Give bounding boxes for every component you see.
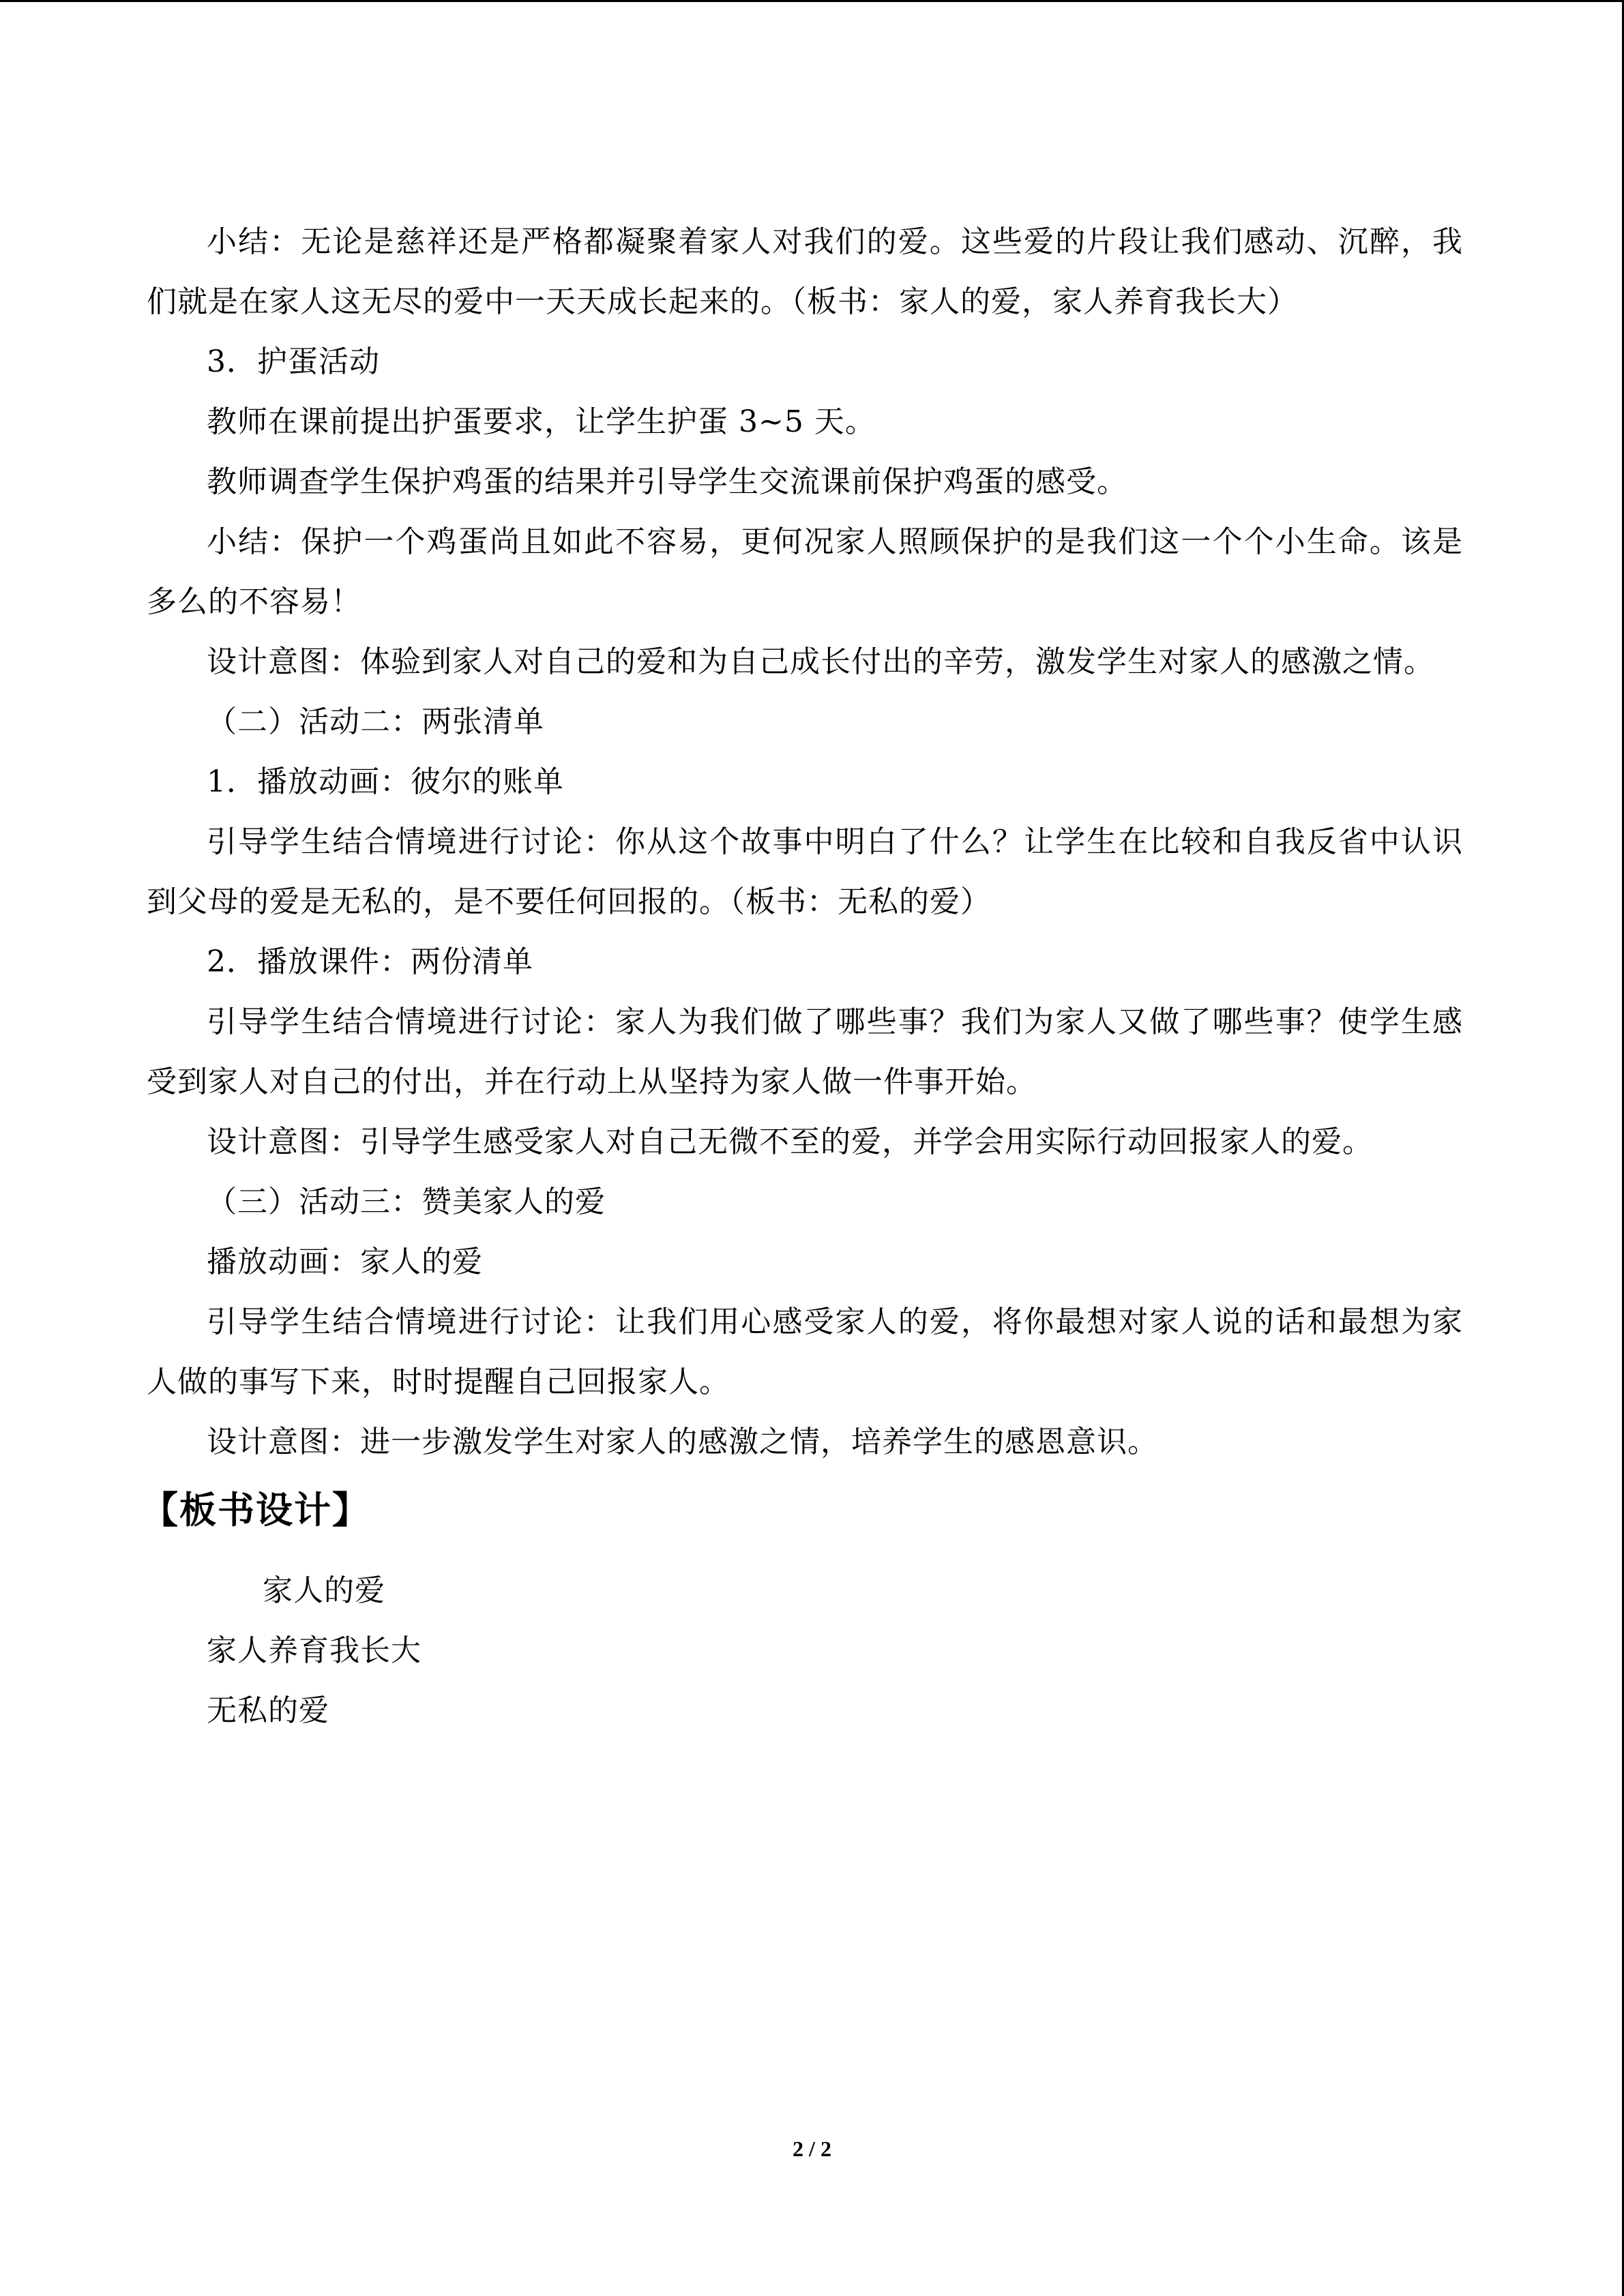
paragraph-animation-bill: 1．播放动画：彼尔的账单 (207, 764, 564, 799)
document-body (141, 212, 1463, 1741)
paragraph-design-intent-2: 设计意图：引导学生感受家人对自己无微不至的爱，并学会用实际行动回报家人的爱。 (207, 1124, 1373, 1159)
paragraph-discussion-1: 引导学生结合情境进行讨论：你从这个故事中明白了什么？让学生在比较和自我反省中认识到父母的爱是无私的，是不要任何回报的。（板书：无私的爱） (147, 824, 1463, 919)
board-design-heading: 【板书设计】 (141, 1489, 370, 1532)
paragraph-design-intent-1: 设计意图：体验到家人对自己的爱和为自己成长付出的辛劳，激发学生对家人的感激之情。 (207, 644, 1434, 679)
paragraph-discussion-2: 引导学生结合情境进行讨论：家人为我们做了哪些事？我们为家人又做了哪些事？使学生感受到家人对自己的付出，并在行动上从坚持为家人做一件事开始。 (147, 1004, 1463, 1099)
paragraph-discussion-3: 引导学生结合情境进行讨论：让我们用心感受家人的爱，将你最想对家人说的话和最想为家人做的事写下来，时时提醒自己回报家人。 (147, 1304, 1463, 1399)
paragraph-summary-2: 小结：保护一个鸡蛋尚且如此不容易，更何况家人照顾保护的是我们这一个个小生命。该是多么的不容易！ (147, 524, 1463, 619)
paragraph-courseware-lists: 2．播放课件：两份清单 (207, 944, 533, 979)
page-number: 2 / 2 (793, 2136, 831, 2161)
paragraph-egg-requirement: 教师在课前提出护蛋要求，让学生护蛋 3~5 天。 (207, 404, 876, 439)
board-line-selfless-love: 无私的爱 (207, 1693, 329, 1728)
paragraph-design-intent-3: 设计意图：进一步激发学生对家人的感激之情，培养学生的感恩意识。 (207, 1425, 1158, 1459)
paragraph-egg-survey: 教师调查学生保护鸡蛋的结果并引导学生交流课前保护鸡蛋的感受。 (207, 464, 1127, 499)
paragraph-animation-family-love: 播放动画：家人的爱 (207, 1244, 483, 1279)
paragraph-activity-three-title: （三）活动三：赞美家人的爱 (207, 1184, 606, 1219)
board-line-family-love: 家人的爱 (263, 1573, 385, 1608)
paragraph-activity-two-title: （二）活动二：两张清单 (207, 704, 544, 739)
paragraph-egg-activity-title: 3．护蛋活动 (207, 344, 380, 379)
paragraph-summary-1: 小结：无论是慈祥还是严格都凝聚着家人对我们的爱。这些爱的片段让我们感动、沉醉，我们就是在家人这无尽的爱中一天天成长起来的。（板书：家人的爱，家人养育我长大） (147, 224, 1463, 319)
board-line-raise-me: 家人养育我长大 (207, 1633, 422, 1668)
